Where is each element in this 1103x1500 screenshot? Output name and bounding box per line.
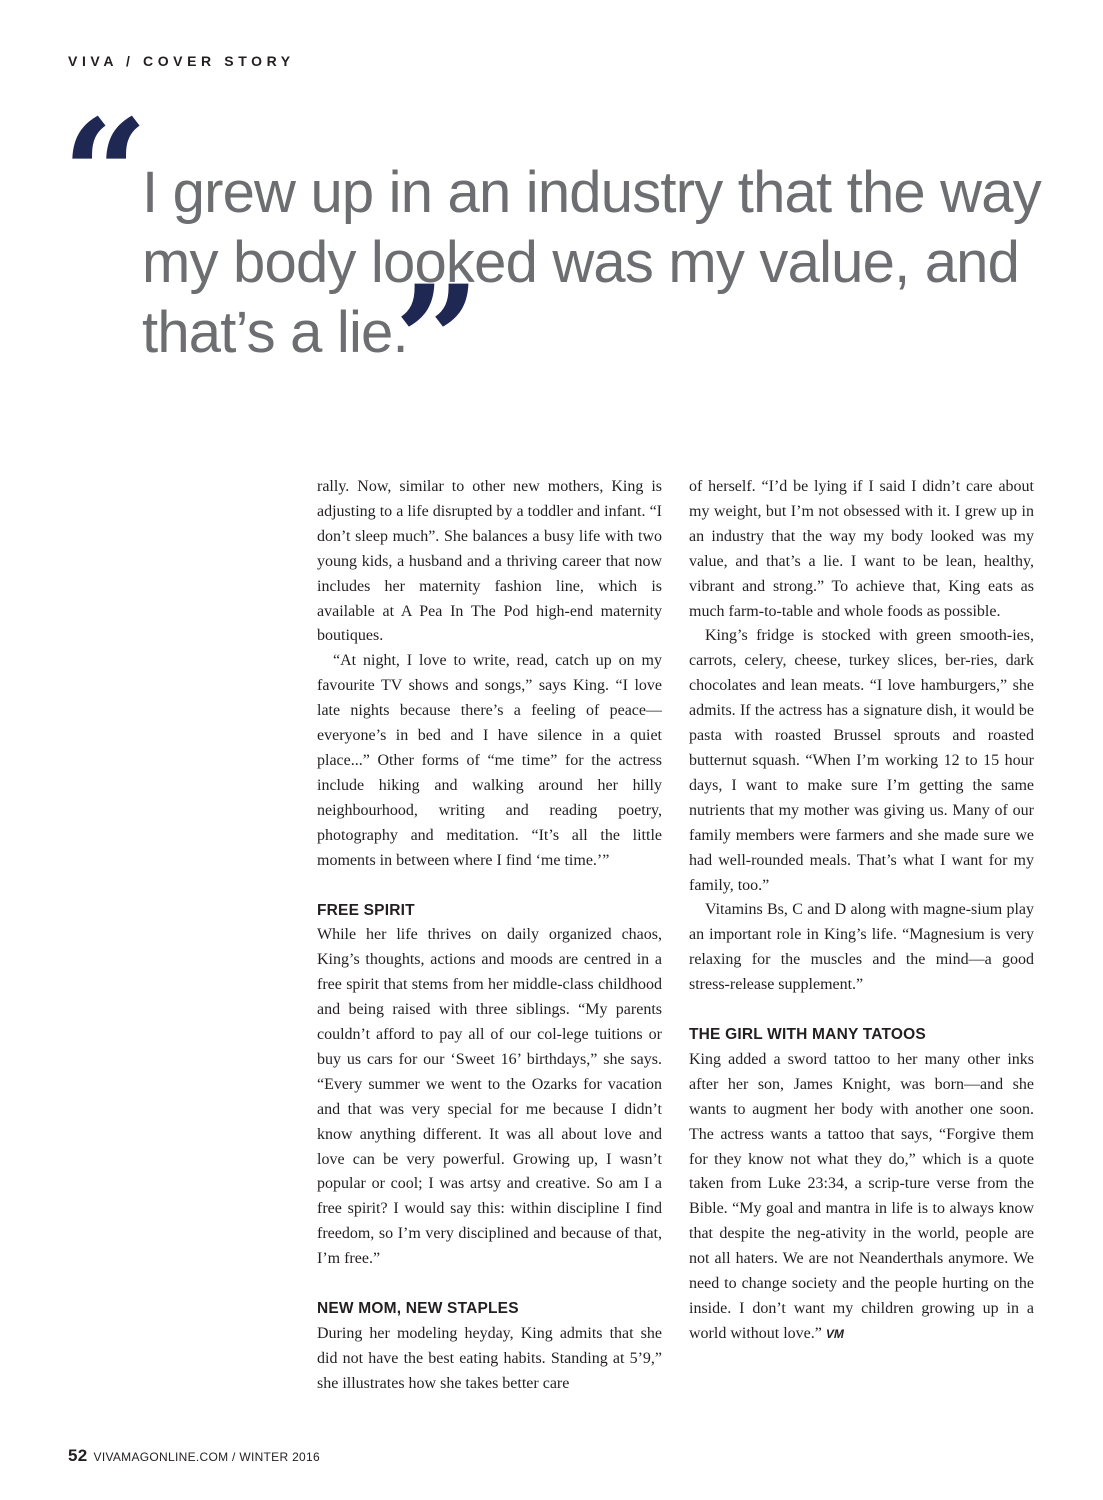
paragraph: “At night, I love to write, read, catch up on my favourite TV shows and songs,” says King. “I love late nights because there’s a feeling of peace—everyone’s in bed and I have silence in a quiet place...” Other forms of “me time” for the actress include hiking and walking around her hilly neighbourhood, writing and reading poetry, photography and meditation. “It’s all the little moments in between where I find ‘me time.’” bbox=[317, 652, 662, 869]
paragraph: rally. Now, similar to other new mothers, King is adjusting to a life disrupted by a toddler and infant. “I don’t sleep much”. She balances a busy life with two young kids, a husband and a thriving career that now includes her maternity fashion line, which is available at A Pea In The Pod high-end maternity boutiques. bbox=[317, 478, 662, 645]
paragraph: While her life thrives on daily organized chaos, King’s thoughts, actions and moods are centred in a free spirit that stems from her middle-class childhood and being raised with three siblings. “My parents couldn’t afford to pay all of our col-lege tuitions or buy us cars for our ‘Sweet 16’ birthdays,” she says. “Every summer we went to the Ozarks for vacation and that was very special for me because I didn’t know anything different. It was all about love and love can be very powerful. Growing up, I wasn’t popular or cool; I was artsy and creative. So am I a free spirit? I would say this: within discipline I find freedom, so I’m very disciplined and because of that, I’m free.” bbox=[317, 926, 662, 1268]
subheading-tattoos: THE GIRL WITH MANY TATOOS bbox=[689, 1026, 926, 1044]
page-footer bbox=[68, 1446, 320, 1466]
author-signature: VM bbox=[825, 1326, 844, 1341]
section-header: VIVA / COVER STORY bbox=[68, 53, 295, 69]
subheading-new-mom: NEW MOM, NEW STAPLES bbox=[317, 1300, 519, 1318]
paragraph: King’s fridge is stocked with green smooth-ies, carrots, celery, cheese, turkey slices, ber-ries, dark chocolates and lean meats. “I love hamburgers,” she admits. If the actress has a signature dish, it would be pasta with roasted Brussel sprouts and roasted butternut squash. “When I’m working 12 to 15 hour days, I want to make sure I’m getting the same nutrients that my mother was giving us. Many of our family members were farmers and she made sure we had well-rounded meals. That’s what I want for my family, too.” bbox=[689, 627, 1034, 894]
paragraph: Vitamins Bs, C and D along with magne-sium play an important role in King’s life. “Magnesium is very relaxing for the muscles and the mind—a good stress-release supplement.” bbox=[689, 901, 1034, 994]
paragraph: of herself. “I’d be lying if I said I didn’t care about my weight, but I’m not obsessed with it. I grew up in an industry that the way my body looked was my value, and that’s a lie. I want to be lean, healthy, vibrant and strong.” To achieve that, King eats as much farm-to-table and whole foods as possible. bbox=[689, 478, 1034, 620]
page-number: 52 bbox=[68, 1446, 88, 1465]
open-quote-mark: “ bbox=[62, 87, 135, 263]
article-column-right bbox=[689, 475, 1034, 1347]
subheading-free-spirit: FREE SPIRIT bbox=[317, 901, 415, 919]
pull-quote: I grew up in an industry that the way my body looked was my value, and that’s a lie. bbox=[142, 160, 1041, 365]
paragraph: During her modeling heyday, King admits that she did not have the best eating habits. Standing at 5’9,” she illustrates how she takes better care bbox=[317, 1325, 662, 1392]
paragraph-final bbox=[689, 1048, 1034, 1347]
article-column-left bbox=[317, 475, 662, 1397]
paragraph-text: King added a sword tattoo to her many other inks after her son, James Knight, was born—and she wants to augment her body with another one soon. The actress wants a tattoo that says, “Forgive them for they know not what they do,” which is a quote taken from Luke 23:34, a scrip-ture verse from the Bible. “My goal and mantra in life is to always know that despite the neg-ativity in the world, people are not all haters. We are not Neanderthals anymore. We need to change society and the people hurting on the inside. I don’t want my children growing up in a world without love.” bbox=[689, 1050, 1034, 1342]
close-quote-mark: ” bbox=[394, 253, 467, 429]
publication-info: VIVAMAGONLINE.COM / WINTER 2016 bbox=[93, 1450, 320, 1464]
